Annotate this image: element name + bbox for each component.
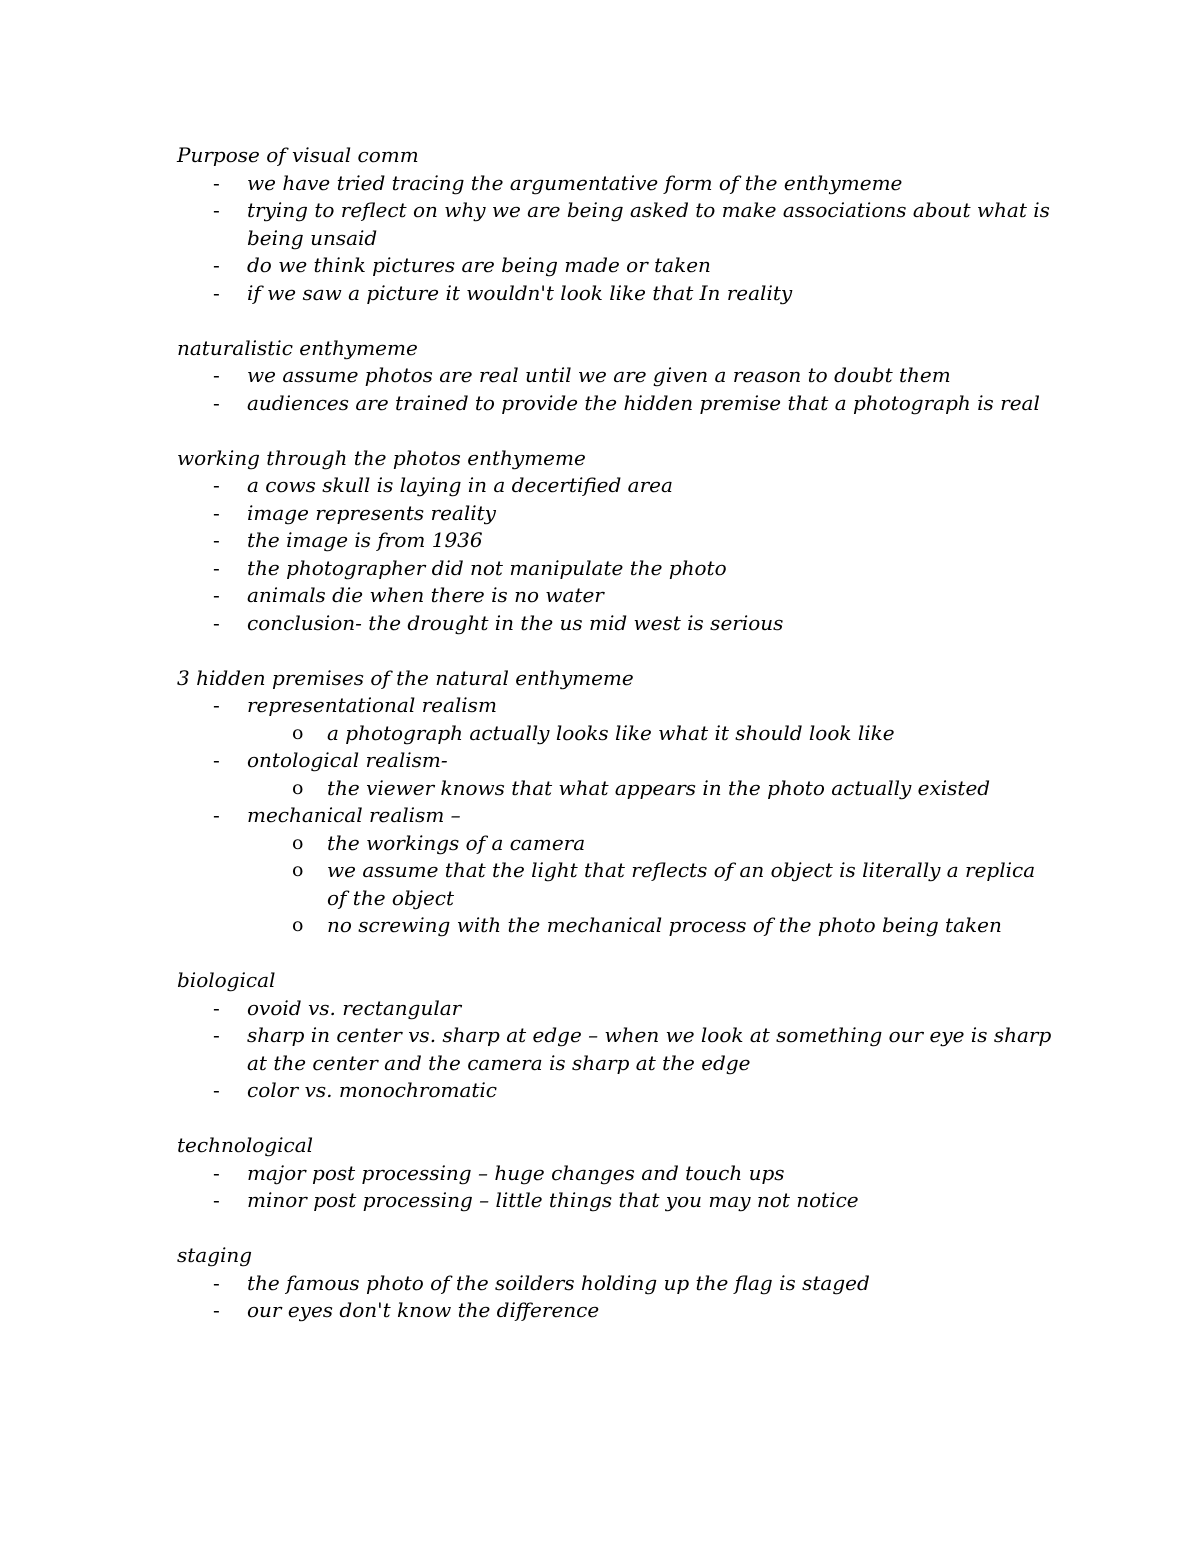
dash-bullet-icon: - <box>213 390 220 415</box>
bullet-text: audiences are trained to provide the hidden premise that a photograph is real <box>247 390 1040 415</box>
bullet-text: we have tried tracing the argumentative form of the enthymeme <box>247 170 903 195</box>
dash-bullet-icon: - <box>213 1188 220 1212</box>
bullet-text: our eyes don't know the difference <box>247 1298 600 1322</box>
bullet-text: mechanical realism – <box>247 803 461 827</box>
section-heading: staging <box>177 1243 253 1267</box>
section <box>177 142 1057 307</box>
bullet-text: do we think pictures are being made or taken <box>247 253 711 277</box>
dash-bullet-icon: - <box>213 1298 220 1322</box>
bullet-item <box>177 500 1057 528</box>
bullet-item <box>177 527 1057 555</box>
dash-bullet-icon: - <box>213 253 220 277</box>
sub-bullet-item <box>177 830 1057 858</box>
section-heading: naturalistic enthymeme <box>177 335 418 360</box>
sub-bullet-item <box>177 912 1057 940</box>
circle-bullet-icon: o <box>292 914 304 936</box>
bullet-text: if we saw a picture it wouldn't look like that In reality <box>247 280 793 305</box>
sub-bullet-text: we assume that the light that reflects of an object is literally a replica of the object <box>327 858 1036 910</box>
bullet-item <box>177 555 1057 583</box>
bullet-text: we assume photos are real until we are given a reason to doubt them <box>247 363 951 387</box>
sub-bullet-text: the workings of a camera <box>327 830 586 855</box>
dash-bullet-icon: - <box>213 748 220 772</box>
bullet-item <box>177 362 1057 390</box>
section-heading: biological <box>177 968 276 992</box>
sub-bullet-item <box>177 720 1057 748</box>
bullet-item <box>177 747 1057 775</box>
bullet-item <box>177 1077 1057 1105</box>
section <box>177 445 1057 638</box>
dash-bullet-icon: - <box>213 280 220 305</box>
circle-bullet-icon: o <box>292 776 304 799</box>
bullet-text: conclusion- the drought in the us mid west is serious <box>247 610 784 635</box>
bullet-text: image represents reality <box>247 500 496 525</box>
bullet-item <box>177 692 1057 720</box>
bullet-item <box>177 1297 1057 1325</box>
circle-bullet-icon: o <box>292 859 304 881</box>
bullet-item <box>177 1160 1057 1188</box>
bullet-text: trying to reflect on why we are being asked to make associations about what is being unsaid <box>247 198 1050 250</box>
sub-bullet-text: a photograph actually looks like what it should look like <box>327 720 895 745</box>
bullet-item <box>177 1270 1057 1298</box>
bullet-text: sharp in center vs. sharp at edge – when we look at something our eye is sharp at the center and the camera is sharp at the edge <box>247 1023 1052 1075</box>
dash-bullet-icon: - <box>213 1023 220 1047</box>
bullet-text: the famous photo of the soilders holding up the flag is staged <box>247 1270 870 1295</box>
bullet-text: a cows skull is laying in a decertified area <box>247 473 673 497</box>
sub-bullet-text: no screwing with the mechanical process of the photo being taken <box>327 913 1002 937</box>
dash-bullet-icon: - <box>213 693 220 717</box>
bullet-item <box>177 1022 1057 1077</box>
dash-bullet-icon: - <box>213 473 220 497</box>
circle-bullet-icon: o <box>292 831 304 854</box>
bullet-text: color vs. monochromatic <box>247 1078 498 1102</box>
section <box>177 335 1057 418</box>
bullet-item <box>177 802 1057 830</box>
dash-bullet-icon: - <box>213 610 220 635</box>
circle-bullet-icon: o <box>292 721 304 744</box>
bullet-text: the photographer did not manipulate the photo <box>247 555 727 580</box>
dash-bullet-icon: - <box>213 995 220 1020</box>
bullet-text: ontological realism- <box>247 748 448 772</box>
sub-bullet-item <box>177 857 1057 912</box>
dash-bullet-icon: - <box>213 170 220 195</box>
section-heading: technological <box>177 1133 314 1157</box>
dash-bullet-icon: - <box>213 583 220 607</box>
bullet-item <box>177 252 1057 280</box>
bullet-item <box>177 1187 1057 1215</box>
bullet-item <box>177 472 1057 500</box>
bullet-item <box>177 995 1057 1023</box>
section <box>177 1132 1057 1215</box>
bullet-item <box>177 280 1057 308</box>
section <box>177 665 1057 940</box>
bullet-text: minor post processing – little things that you may not notice <box>247 1188 859 1212</box>
section-heading: working through the photos enthymeme <box>177 445 586 470</box>
bullet-item <box>177 390 1057 418</box>
section-heading: 3 hidden premises of the natural enthymeme <box>177 665 634 690</box>
dash-bullet-icon: - <box>213 1270 220 1295</box>
dash-bullet-icon: - <box>213 803 220 827</box>
dash-bullet-icon: - <box>213 363 220 387</box>
dash-bullet-icon: - <box>213 555 220 580</box>
section <box>177 967 1057 1105</box>
sub-bullet-text: the viewer knows that what appears in the photo actually existed <box>327 775 991 800</box>
bullet-text: representational realism <box>247 693 497 717</box>
bullet-text: the image is from 1936 <box>247 528 483 552</box>
bullet-text: major post processing – huge changes and touch ups <box>247 1160 785 1185</box>
sub-bullet-item <box>177 775 1057 803</box>
dash-bullet-icon: - <box>213 528 220 552</box>
section-heading: Purpose of visual comm <box>177 143 419 167</box>
bullet-item <box>177 582 1057 610</box>
bullet-item <box>177 197 1057 252</box>
bullet-item <box>177 170 1057 198</box>
dash-bullet-icon: - <box>213 198 220 222</box>
dash-bullet-icon: - <box>213 500 220 525</box>
bullet-item <box>177 610 1057 638</box>
bullet-text: ovoid vs. rectangular <box>247 995 462 1020</box>
dash-bullet-icon: - <box>213 1160 220 1185</box>
dash-bullet-icon: - <box>213 1078 220 1102</box>
notes-content <box>177 142 1057 1352</box>
bullet-text: animals die when there is no water <box>247 583 604 607</box>
section <box>177 1242 1057 1325</box>
